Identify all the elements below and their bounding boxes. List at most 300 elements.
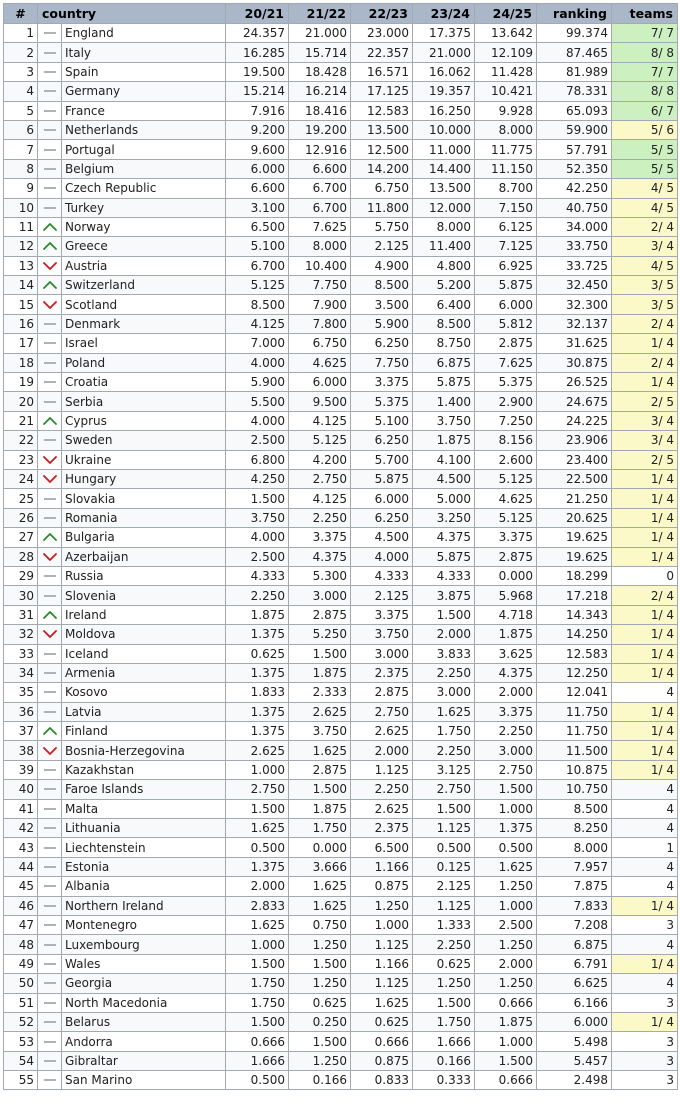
trend-cell [38,198,62,217]
header-teams[interactable]: teams [612,4,678,24]
country-cell: Austria [62,256,226,275]
country-cell: Scotland [62,295,226,314]
rank-number-cell: 45 [4,877,38,896]
teams-cell: 3/ 5 [612,295,678,314]
ranking-total-cell: 10.875 [537,760,612,779]
season-2020-21-cell: 1.375 [226,702,289,721]
season-2020-21-cell: 16.285 [226,43,289,62]
trend-up-icon [43,610,57,620]
ranking-total-cell: 7.833 [537,896,612,915]
season-2023-24-cell: 3.875 [413,586,475,605]
country-cell: Romania [62,508,226,527]
season-2021-22-cell: 1.875 [289,663,351,682]
ranking-total-cell: 26.525 [537,373,612,392]
season-2020-21-cell: 2.000 [226,877,289,896]
season-2021-22-cell: 1.500 [289,1032,351,1051]
season-2024-25-cell: 7.150 [475,198,537,217]
season-2020-21-cell: 6.700 [226,256,289,275]
trend-cell [38,528,62,547]
trend-cell [38,702,62,721]
table-row [4,82,678,101]
season-2021-22-cell: 7.750 [289,276,351,295]
table-row [4,411,678,430]
season-2023-24-cell: 13.500 [413,179,475,198]
teams-cell: 2/ 4 [612,217,678,236]
country-cell: Moldova [62,625,226,644]
table-row [4,1012,678,1031]
header-rank-number[interactable]: # [4,4,38,24]
trend-up-icon [43,241,57,251]
ranking-total-cell: 34.000 [537,217,612,236]
trend-cell [38,1032,62,1051]
season-2021-22-cell: 5.250 [289,625,351,644]
teams-cell: 1/ 4 [612,469,678,488]
season-2021-22-cell: 4.125 [289,489,351,508]
trend-unchanged-icon [43,862,57,872]
season-2022-23-cell: 16.571 [351,62,413,81]
season-2022-23-cell: 3.375 [351,373,413,392]
trend-unchanged-icon [43,591,57,601]
teams-cell: 1 [612,838,678,857]
season-2023-24-cell: 3.000 [413,683,475,702]
teams-cell: 2/ 4 [612,353,678,372]
trend-down-icon [43,455,57,465]
table-row [4,877,678,896]
ranking-total-cell: 8.000 [537,838,612,857]
teams-cell: 6/ 7 [612,101,678,120]
season-2023-24-cell: 3.833 [413,644,475,663]
table-row [4,683,678,702]
season-2023-24-cell: 0.333 [413,1071,475,1090]
season-2020-21-cell: 6.000 [226,159,289,178]
table-row [4,799,678,818]
season-2024-25-cell: 7.125 [475,237,537,256]
ranking-total-cell: 20.625 [537,508,612,527]
table-row [4,528,678,547]
season-2023-24-cell: 2.125 [413,877,475,896]
season-2022-23-cell: 1.125 [351,760,413,779]
season-2020-21-cell: 4.250 [226,469,289,488]
country-cell: Ukraine [62,450,226,469]
teams-cell: 1/ 4 [612,605,678,624]
season-2020-21-cell: 4.000 [226,411,289,430]
trend-cell [38,993,62,1012]
rank-number-cell: 14 [4,276,38,295]
trend-unchanged-icon [43,358,57,368]
ranking-total-cell: 81.989 [537,62,612,81]
table-row [4,373,678,392]
season-2022-23-cell: 3.375 [351,605,413,624]
rank-number-cell: 13 [4,256,38,275]
rank-number-cell: 47 [4,915,38,934]
season-2023-24-cell: 2.750 [413,780,475,799]
table-row [4,334,678,353]
trend-cell [38,217,62,236]
trend-unchanged-icon [43,784,57,794]
country-cell: Netherlands [62,120,226,139]
season-2022-23-cell: 2.875 [351,683,413,702]
rank-number-cell: 49 [4,954,38,973]
season-2024-25-cell: 1.250 [475,877,537,896]
season-2024-25-cell: 1.375 [475,819,537,838]
rank-number-cell: 20 [4,392,38,411]
table-header-row [4,4,678,24]
header-country[interactable]: country [38,4,226,24]
rank-number-cell: 36 [4,702,38,721]
header-ranking[interactable]: ranking [537,4,612,24]
season-2023-24-cell: 1.125 [413,896,475,915]
season-2024-25-cell: 2.000 [475,683,537,702]
trend-unchanged-icon [43,687,57,697]
ranking-total-cell: 40.750 [537,198,612,217]
rank-number-cell: 34 [4,663,38,682]
season-2023-24-cell: 1.400 [413,392,475,411]
season-2020-21-cell: 1.750 [226,974,289,993]
trend-unchanged-icon [43,397,57,407]
season-2024-25-cell: 1.000 [475,1032,537,1051]
rank-number-cell: 18 [4,353,38,372]
season-2022-23-cell: 1.125 [351,974,413,993]
trend-unchanged-icon [43,125,57,135]
ranking-total-cell: 33.725 [537,256,612,275]
country-cell: Czech Republic [62,179,226,198]
table-row [4,159,678,178]
season-2024-25-cell: 2.875 [475,334,537,353]
ranking-total-cell: 6.791 [537,954,612,973]
trend-unchanged-icon [43,164,57,174]
trend-unchanged-icon [43,843,57,853]
table-row [4,24,678,43]
country-cell: Turkey [62,198,226,217]
country-cell: Wales [62,954,226,973]
season-2022-23-cell: 2.250 [351,780,413,799]
rank-number-cell: 21 [4,411,38,430]
trend-cell [38,625,62,644]
season-2020-21-cell: 4.000 [226,353,289,372]
trend-unchanged-icon [43,48,57,58]
trend-unchanged-icon [43,823,57,833]
season-2022-23-cell: 23.000 [351,24,413,43]
trend-cell [38,24,62,43]
country-cell: Kosovo [62,683,226,702]
season-2024-25-cell: 3.625 [475,644,537,663]
season-2024-25-cell: 2.750 [475,760,537,779]
season-2023-24-cell: 1.750 [413,722,475,741]
table-row [4,625,678,644]
ranking-total-cell: 10.750 [537,780,612,799]
season-2024-25-cell: 8.000 [475,120,537,139]
rank-number-cell: 41 [4,799,38,818]
trend-cell [38,799,62,818]
rank-number-cell: 33 [4,644,38,663]
season-2021-22-cell: 1.500 [289,644,351,663]
country-cell: Kazakhstan [62,760,226,779]
country-cell: Luxembourg [62,935,226,954]
rank-number-cell: 25 [4,489,38,508]
season-2021-22-cell: 2.625 [289,702,351,721]
trend-unchanged-icon [43,1056,57,1066]
table-row [4,217,678,236]
country-cell: Liechtenstein [62,838,226,857]
trend-cell [38,819,62,838]
season-2022-23-cell: 5.750 [351,217,413,236]
season-2023-24-cell: 1.875 [413,431,475,450]
table-row [4,508,678,527]
teams-cell: 1/ 4 [612,722,678,741]
season-2022-23-cell: 0.833 [351,1071,413,1090]
season-2022-23-cell: 2.375 [351,663,413,682]
table-row [4,314,678,333]
rank-number-cell: 30 [4,586,38,605]
rank-number-cell: 50 [4,974,38,993]
season-2024-25-cell: 2.875 [475,547,537,566]
table-row [4,605,678,624]
season-2024-25-cell: 9.928 [475,101,537,120]
season-2021-22-cell: 1.875 [289,799,351,818]
country-cell: Estonia [62,857,226,876]
season-2023-24-cell: 19.357 [413,82,475,101]
season-2020-21-cell: 7.916 [226,101,289,120]
country-cell: Denmark [62,314,226,333]
teams-cell: 4 [612,935,678,954]
trend-up-icon [43,416,57,426]
trend-cell [38,140,62,159]
season-2021-22-cell: 5.125 [289,431,351,450]
season-2023-24-cell: 3.750 [413,411,475,430]
season-2021-22-cell: 5.300 [289,566,351,585]
season-2021-22-cell: 3.000 [289,586,351,605]
rank-number-cell: 27 [4,528,38,547]
trend-unchanged-icon [43,571,57,581]
season-2020-21-cell: 19.500 [226,62,289,81]
ranking-total-cell: 32.300 [537,295,612,314]
ranking-total-cell: 12.583 [537,644,612,663]
season-2020-21-cell: 1.833 [226,683,289,702]
trend-cell [38,101,62,120]
season-2023-24-cell: 1.666 [413,1032,475,1051]
season-2022-23-cell: 8.500 [351,276,413,295]
season-2020-21-cell: 24.357 [226,24,289,43]
season-2021-22-cell: 1.625 [289,896,351,915]
trend-unchanged-icon [43,804,57,814]
season-2023-24-cell: 4.375 [413,528,475,547]
season-2021-22-cell: 10.400 [289,256,351,275]
season-2020-21-cell: 7.000 [226,334,289,353]
season-2023-24-cell: 1.500 [413,605,475,624]
rank-number-cell: 9 [4,179,38,198]
season-2020-21-cell: 1.500 [226,799,289,818]
trend-cell [38,508,62,527]
season-2023-24-cell: 0.625 [413,954,475,973]
teams-cell: 3 [612,1032,678,1051]
table-row [4,702,678,721]
header-season-2020-21[interactable]: 20/21 [226,4,289,24]
season-2024-25-cell: 5.875 [475,276,537,295]
trend-cell [38,896,62,915]
table-row [4,993,678,1012]
season-2022-23-cell: 3.500 [351,295,413,314]
country-cell: England [62,24,226,43]
header-season-2021-22[interactable]: 21/22 [289,4,351,24]
header-season-2022-23[interactable]: 22/23 [351,4,413,24]
season-2024-25-cell: 7.250 [475,411,537,430]
season-2022-23-cell: 22.357 [351,43,413,62]
table-row [4,935,678,954]
season-2023-24-cell: 2.250 [413,935,475,954]
country-cell: Germany [62,82,226,101]
table-row [4,741,678,760]
trend-unchanged-icon [43,67,57,77]
ranking-total-cell: 8.500 [537,799,612,818]
header-season-2024-25[interactable]: 24/25 [475,4,537,24]
country-cell: Norway [62,217,226,236]
ranking-total-cell: 6.625 [537,974,612,993]
season-2022-23-cell: 6.750 [351,179,413,198]
teams-cell: 1/ 4 [612,373,678,392]
season-2020-21-cell: 0.625 [226,644,289,663]
season-2021-22-cell: 18.416 [289,101,351,120]
ranking-total-cell: 87.465 [537,43,612,62]
ranking-total-cell: 99.374 [537,24,612,43]
season-2024-25-cell: 2.600 [475,450,537,469]
season-2022-23-cell: 5.100 [351,411,413,430]
table-row [4,120,678,139]
ranking-total-cell: 12.250 [537,663,612,682]
season-2021-22-cell: 2.750 [289,469,351,488]
ranking-total-cell: 78.331 [537,82,612,101]
country-cell: France [62,101,226,120]
trend-cell [38,644,62,663]
rank-number-cell: 23 [4,450,38,469]
season-2022-23-cell: 2.125 [351,237,413,256]
season-2020-21-cell: 0.500 [226,1071,289,1090]
trend-cell [38,760,62,779]
season-2024-25-cell: 2.900 [475,392,537,411]
teams-cell: 1/ 4 [612,334,678,353]
table-row [4,353,678,372]
season-2023-24-cell: 4.500 [413,469,475,488]
season-2023-24-cell: 6.875 [413,353,475,372]
rank-number-cell: 39 [4,760,38,779]
season-2024-25-cell: 1.625 [475,857,537,876]
season-2023-24-cell: 10.000 [413,120,475,139]
ranking-total-cell: 32.137 [537,314,612,333]
season-2020-21-cell: 1.875 [226,605,289,624]
trend-cell [38,1012,62,1031]
trend-up-icon [43,222,57,232]
country-cell: Italy [62,43,226,62]
season-2024-25-cell: 1.500 [475,780,537,799]
season-2021-22-cell: 2.875 [289,760,351,779]
trend-unchanged-icon [43,959,57,969]
season-2024-25-cell: 1.250 [475,974,537,993]
rank-number-cell: 17 [4,334,38,353]
season-2023-24-cell: 1.125 [413,819,475,838]
trend-cell [38,450,62,469]
table-row [4,547,678,566]
country-cell: Gibraltar [62,1051,226,1070]
teams-cell: 7/ 7 [612,24,678,43]
season-2020-21-cell: 2.250 [226,586,289,605]
season-2024-25-cell: 13.642 [475,24,537,43]
trend-cell [38,373,62,392]
season-2021-22-cell: 0.250 [289,1012,351,1031]
season-2024-25-cell: 1.000 [475,896,537,915]
rank-number-cell: 15 [4,295,38,314]
season-2024-25-cell: 12.109 [475,43,537,62]
table-row [4,819,678,838]
trend-cell [38,469,62,488]
trend-cell [38,741,62,760]
rank-number-cell: 4 [4,82,38,101]
trend-cell [38,82,62,101]
teams-cell: 4 [612,819,678,838]
season-2023-24-cell: 8.500 [413,314,475,333]
header-season-2023-24[interactable]: 23/24 [413,4,475,24]
rank-number-cell: 29 [4,566,38,585]
trend-cell [38,159,62,178]
teams-cell: 8/ 8 [612,43,678,62]
season-2021-22-cell: 2.875 [289,605,351,624]
season-2024-25-cell: 0.666 [475,993,537,1012]
season-2022-23-cell: 5.900 [351,314,413,333]
season-2020-21-cell: 6.500 [226,217,289,236]
season-2020-21-cell: 1.500 [226,1012,289,1031]
table-row [4,295,678,314]
season-2024-25-cell: 2.250 [475,722,537,741]
season-2021-22-cell: 3.750 [289,722,351,741]
season-2022-23-cell: 3.000 [351,644,413,663]
ranking-total-cell: 14.250 [537,625,612,644]
season-2022-23-cell: 12.500 [351,140,413,159]
country-cell: Spain [62,62,226,81]
season-2022-23-cell: 2.625 [351,799,413,818]
trend-cell [38,237,62,256]
trend-unchanged-icon [43,183,57,193]
season-2020-21-cell: 9.600 [226,140,289,159]
season-2024-25-cell: 1.875 [475,1012,537,1031]
trend-cell [38,256,62,275]
table-row [4,915,678,934]
season-2022-23-cell: 5.700 [351,450,413,469]
season-2021-22-cell: 3.666 [289,857,351,876]
trend-cell [38,276,62,295]
season-2023-24-cell: 5.875 [413,547,475,566]
trend-unchanged-icon [43,1037,57,1047]
country-cell: Faroe Islands [62,780,226,799]
ranking-total-cell: 59.900 [537,120,612,139]
season-2020-21-cell: 5.900 [226,373,289,392]
teams-cell: 2/ 5 [612,392,678,411]
season-2020-21-cell: 5.100 [226,237,289,256]
trend-down-icon [43,261,57,271]
country-cell: Bosnia-Herzegovina [62,741,226,760]
trend-unchanged-icon [43,203,57,213]
season-2022-23-cell: 6.250 [351,431,413,450]
season-2022-23-cell: 14.200 [351,159,413,178]
season-2023-24-cell: 16.062 [413,62,475,81]
season-2022-23-cell: 6.000 [351,489,413,508]
trend-cell [38,663,62,682]
teams-cell: 3/ 4 [612,411,678,430]
season-2024-25-cell: 1.000 [475,799,537,818]
season-2024-25-cell: 3.000 [475,741,537,760]
trend-cell [38,838,62,857]
country-cell: Israel [62,334,226,353]
rank-number-cell: 3 [4,62,38,81]
teams-cell: 2/ 5 [612,450,678,469]
season-2024-25-cell: 1.250 [475,935,537,954]
